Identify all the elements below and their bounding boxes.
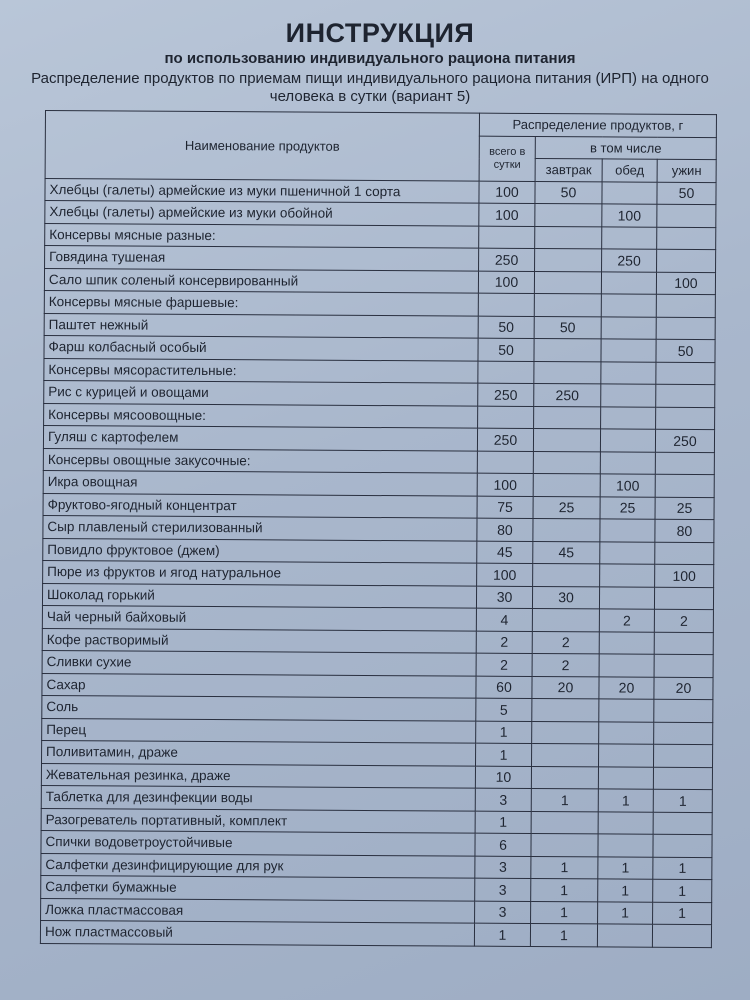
breakfast-cell: [533, 563, 600, 586]
table-row: [40, 920, 711, 947]
breakfast-cell: [533, 428, 600, 451]
lunch-cell: [602, 226, 657, 249]
lunch-cell: [601, 294, 656, 317]
dinner-cell: 25: [655, 497, 714, 520]
product-name: Ложка пластмассовая: [41, 898, 475, 923]
breakfast-cell: 250: [534, 383, 601, 406]
total-cell: 250: [478, 383, 534, 406]
dinner-cell: [657, 204, 716, 227]
dinner-cell: [655, 542, 714, 565]
total-cell: 1: [476, 743, 532, 766]
breakfast-cell: [533, 473, 600, 496]
total-cell: 1: [474, 923, 530, 946]
lunch-cell: [598, 811, 653, 834]
document-description: Распределение продуктов по приемам пищи индивидуального рациона питания (ИРП) на одного человека в сутки (вариант 5): [31, 70, 709, 105]
lunch-cell: 1: [598, 901, 653, 924]
header-lunch: обед: [602, 159, 657, 182]
product-name: Соль: [42, 695, 476, 720]
dinner-cell: [654, 699, 713, 722]
breakfast-cell: [532, 721, 599, 744]
lunch-cell: [599, 631, 654, 654]
lunch-cell: 250: [602, 249, 657, 272]
dinner-cell: [656, 317, 715, 340]
dinner-cell: [652, 924, 711, 947]
breakfast-cell: [535, 248, 602, 271]
total-cell: 1: [475, 811, 531, 834]
product-name: Салфетки дезинфицирующие для рук: [41, 853, 475, 878]
total-cell: 3: [475, 878, 531, 901]
total-cell: 80: [477, 518, 533, 541]
product-name: Рис с курицей и овощами: [44, 380, 478, 405]
dinner-cell: 1: [653, 857, 712, 880]
product-name: Консервы овощные закусочные:: [43, 448, 477, 473]
total-cell: 2: [476, 653, 532, 676]
breakfast-cell: [531, 811, 598, 834]
dinner-cell: [653, 812, 712, 835]
product-name: Перец: [42, 718, 476, 743]
dinner-cell: [657, 249, 716, 272]
lunch-cell: 2: [599, 609, 654, 632]
product-name: Хлебцы (галеты) армейские из муки обойной: [45, 201, 479, 226]
breakfast-cell: 1: [530, 923, 597, 946]
total-cell: 100: [477, 473, 533, 496]
breakfast-cell: [534, 271, 601, 294]
header-name: Наименование продуктов: [45, 111, 479, 181]
dinner-cell: [656, 362, 715, 385]
total-cell: 100: [477, 563, 533, 586]
product-name: Фарш колбасный особый: [44, 335, 478, 360]
lunch-cell: [601, 406, 656, 429]
total-cell: 60: [476, 676, 532, 699]
dinner-cell: [653, 744, 712, 767]
lunch-cell: 20: [599, 676, 654, 699]
lunch-cell: [600, 519, 655, 542]
lunch-cell: [599, 654, 654, 677]
product-name: Чай черный байховый: [42, 605, 476, 630]
total-cell: 50: [478, 338, 534, 361]
product-name: Кофе растворимый: [42, 628, 476, 653]
lunch-cell: [601, 339, 656, 362]
product-name: Консервы мясорастительные:: [44, 358, 478, 383]
total-cell: [478, 406, 534, 429]
product-name: Разогреватель портативный, комплект: [41, 808, 475, 833]
total-cell: [477, 451, 533, 474]
dinner-cell: [654, 587, 713, 610]
header-including: в том числе: [535, 136, 716, 160]
breakfast-cell: [533, 451, 600, 474]
breakfast-cell: [534, 338, 601, 361]
product-name: Жевательная резинка, драже: [41, 763, 475, 788]
lunch-cell: 1: [598, 879, 653, 902]
product-name: Повидло фруктовое (джем): [43, 538, 477, 563]
lunch-cell: 100: [600, 474, 655, 497]
total-cell: 1: [476, 721, 532, 744]
lunch-cell: 25: [600, 496, 655, 519]
total-cell: 250: [477, 428, 533, 451]
dinner-cell: [654, 654, 713, 677]
dinner-cell: 50: [656, 339, 715, 362]
product-name: Сливки сухие: [42, 650, 476, 675]
total-cell: [478, 361, 534, 384]
dinner-cell: [653, 834, 712, 857]
dinner-cell: [654, 632, 713, 655]
lunch-cell: 1: [598, 789, 653, 812]
breakfast-cell: 1: [531, 878, 598, 901]
total-cell: 3: [475, 856, 531, 879]
product-name: Говядина тушеная: [45, 246, 479, 271]
product-name: Консервы мясные разные:: [45, 223, 479, 248]
total-cell: 30: [476, 586, 532, 609]
product-name: Консервы мясоовощные:: [44, 403, 478, 428]
lunch-cell: 100: [602, 204, 657, 227]
breakfast-cell: 50: [535, 181, 602, 204]
lunch-cell: [601, 384, 656, 407]
breakfast-cell: [534, 361, 601, 384]
breakfast-cell: 45: [533, 541, 600, 564]
total-cell: 45: [477, 541, 533, 564]
dinner-cell: [653, 767, 712, 790]
dinner-cell: 50: [657, 182, 716, 205]
product-name: Таблетка для дезинфекции воды: [41, 785, 475, 810]
header-breakfast: завтрак: [535, 158, 602, 181]
dinner-cell: 100: [656, 272, 715, 295]
breakfast-cell: [532, 743, 599, 766]
breakfast-cell: 1: [531, 856, 598, 879]
total-cell: 100: [478, 271, 534, 294]
lunch-cell: [597, 924, 652, 947]
total-cell: 2: [476, 631, 532, 654]
breakfast-cell: [531, 833, 598, 856]
lunch-cell: [600, 541, 655, 564]
product-name: Сыр плавленый стерилизованный: [43, 515, 477, 540]
total-cell: 10: [475, 766, 531, 789]
dinner-cell: 1: [653, 879, 712, 902]
lunch-cell: [599, 699, 654, 722]
lunch-cell: [600, 564, 655, 587]
product-name: Сало шпик соленый консервированный: [44, 268, 478, 293]
breakfast-cell: [535, 203, 602, 226]
product-name: Поливитамин, драже: [42, 740, 476, 765]
dinner-cell: [656, 407, 715, 430]
document-subtitle: по использованию индивидуального рациона питания: [164, 50, 576, 67]
dinner-cell: 100: [655, 564, 714, 587]
breakfast-cell: 25: [533, 496, 600, 519]
lunch-cell: [600, 451, 655, 474]
breakfast-cell: 1: [531, 788, 598, 811]
dinner-cell: 250: [655, 429, 714, 452]
lunch-cell: [600, 429, 655, 452]
breakfast-cell: 20: [532, 676, 599, 699]
breakfast-cell: [532, 698, 599, 721]
lunch-cell: [599, 744, 654, 767]
lunch-cell: [601, 361, 656, 384]
product-name: Хлебцы (галеты) армейские из муки пшеничной 1 сорта: [45, 178, 479, 203]
product-name: Салфетки бумажные: [41, 875, 475, 900]
header-distribution: Распределение продуктов, г: [479, 113, 716, 137]
dinner-cell: [655, 474, 714, 497]
total-cell: 50: [478, 316, 534, 339]
product-name: Сахар: [42, 673, 476, 698]
dinner-cell: [657, 227, 716, 250]
total-cell: 75: [477, 496, 533, 519]
dinner-cell: 80: [655, 519, 714, 542]
total-cell: 250: [479, 248, 535, 271]
product-name: Фруктово-ягодный концентрат: [43, 493, 477, 518]
total-cell: 3: [475, 788, 531, 811]
lunch-cell: [599, 721, 654, 744]
header-dinner: ужин: [657, 159, 716, 182]
breakfast-cell: 30: [532, 586, 599, 609]
total-cell: [478, 293, 534, 316]
breakfast-cell: [534, 293, 601, 316]
lunch-cell: [602, 181, 657, 204]
total-cell: 3: [475, 901, 531, 924]
dinner-cell: [656, 294, 715, 317]
breakfast-cell: 1: [531, 901, 598, 924]
breakfast-cell: [533, 518, 600, 541]
product-name: Пюре из фруктов и ягод натуральное: [43, 560, 477, 585]
dinner-cell: 1: [653, 789, 712, 812]
total-cell: 100: [479, 181, 535, 204]
total-cell: [479, 226, 535, 249]
header-total: всего в сутки: [479, 136, 535, 181]
breakfast-cell: [532, 608, 599, 631]
breakfast-cell: [535, 226, 602, 249]
product-name: Консервы мясные фаршевые:: [44, 290, 478, 315]
dinner-cell: 1: [653, 902, 712, 925]
total-cell: 6: [475, 833, 531, 856]
lunch-cell: [601, 316, 656, 339]
ration-table: [40, 110, 717, 948]
dinner-cell: 2: [654, 609, 713, 632]
product-name: Икра овощная: [43, 470, 477, 495]
document-title: ИНСТРУКЦИЯ: [285, 18, 475, 48]
lunch-cell: 1: [598, 856, 653, 879]
product-name: Паштет нежный: [44, 313, 478, 338]
product-name: Шоколад горький: [42, 583, 476, 608]
total-cell: 4: [476, 608, 532, 631]
total-cell: 5: [476, 698, 532, 721]
breakfast-cell: [531, 766, 598, 789]
total-cell: 100: [479, 203, 535, 226]
lunch-cell: [598, 766, 653, 789]
dinner-cell: 20: [654, 677, 713, 700]
breakfast-cell: [534, 406, 601, 429]
product-name: Нож пластмассовый: [40, 920, 474, 945]
dinner-cell: [655, 452, 714, 475]
lunch-cell: [601, 271, 656, 294]
lunch-cell: [599, 586, 654, 609]
dinner-cell: [656, 384, 715, 407]
breakfast-cell: 2: [532, 653, 599, 676]
product-name: Гуляш с картофелем: [43, 425, 477, 450]
product-name: Спички водоветроустойчивые: [41, 830, 475, 855]
breakfast-cell: 50: [534, 316, 601, 339]
dinner-cell: [654, 722, 713, 745]
breakfast-cell: 2: [532, 631, 599, 654]
lunch-cell: [598, 834, 653, 857]
